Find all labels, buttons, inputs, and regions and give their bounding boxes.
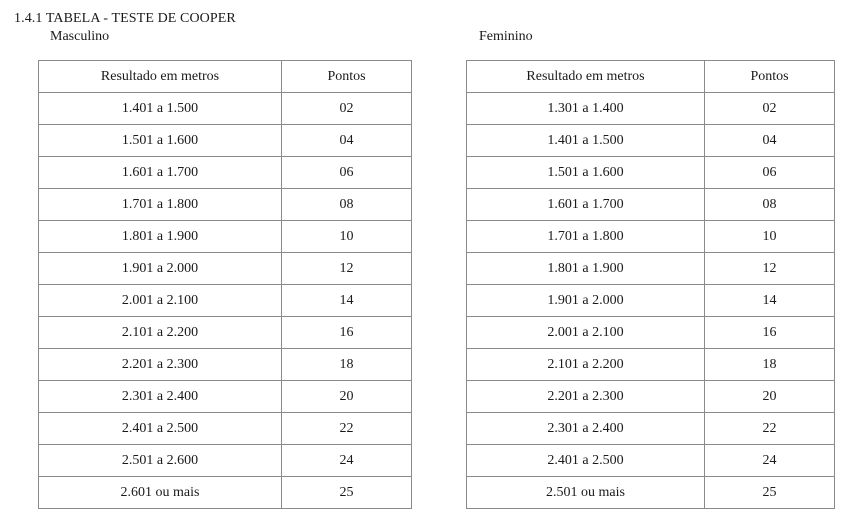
masculino-label: Masculino [50, 29, 110, 44]
cell-pontos: 10 [282, 221, 412, 253]
cell-resultado: 2.301 a 2.400 [39, 381, 282, 413]
cell-resultado: 2.001 a 2.100 [39, 285, 282, 317]
cell-pontos: 24 [282, 445, 412, 477]
cell-resultado: 2.601 ou mais [39, 477, 282, 509]
header-resultado: Resultado em metros [39, 61, 282, 93]
table-row [39, 93, 412, 125]
cell-resultado: 1.801 a 1.900 [39, 221, 282, 253]
header-resultado: Resultado em metros [467, 61, 705, 93]
cell-resultado: 2.501 ou mais [467, 477, 705, 509]
feminino-table [466, 60, 835, 509]
cell-pontos: 22 [282, 413, 412, 445]
header-pontos: Pontos [282, 61, 412, 93]
cell-resultado: 1.601 a 1.700 [467, 189, 705, 221]
cell-resultado: 1.801 a 1.900 [467, 253, 705, 285]
cell-resultado: 2.001 a 2.100 [467, 317, 705, 349]
cell-pontos: 18 [705, 349, 835, 381]
cell-pontos: 02 [705, 93, 835, 125]
table-row [467, 381, 835, 413]
table-row [39, 381, 412, 413]
table-row [467, 445, 835, 477]
header-pontos: Pontos [705, 61, 835, 93]
cell-pontos: 16 [282, 317, 412, 349]
cell-resultado: 1.501 a 1.600 [467, 157, 705, 189]
table-row [39, 445, 412, 477]
cell-resultado: 1.901 a 2.000 [39, 253, 282, 285]
cell-resultado: 2.201 a 2.300 [39, 349, 282, 381]
cell-pontos: 12 [282, 253, 412, 285]
cell-resultado: 2.101 a 2.200 [467, 349, 705, 381]
cell-pontos: 06 [282, 157, 412, 189]
table-row [467, 349, 835, 381]
cell-pontos: 02 [282, 93, 412, 125]
table-row [39, 253, 412, 285]
cell-resultado: 2.501 a 2.600 [39, 445, 282, 477]
cell-pontos: 18 [282, 349, 412, 381]
table-row [467, 253, 835, 285]
cell-pontos: 20 [282, 381, 412, 413]
table-row [39, 349, 412, 381]
table-row [39, 413, 412, 445]
masculino-table [38, 60, 412, 509]
cell-pontos: 16 [705, 317, 835, 349]
masculino-table-body [39, 93, 412, 509]
cell-pontos: 14 [705, 285, 835, 317]
cell-pontos: 22 [705, 413, 835, 445]
cell-pontos: 04 [282, 125, 412, 157]
cell-pontos: 20 [705, 381, 835, 413]
cell-resultado: 2.201 a 2.300 [467, 381, 705, 413]
cell-resultado: 1.701 a 1.800 [39, 189, 282, 221]
table-row [467, 125, 835, 157]
feminino-label: Feminino [479, 29, 533, 44]
cell-pontos: 06 [705, 157, 835, 189]
feminino-table-body [467, 93, 835, 509]
cell-resultado: 1.501 a 1.600 [39, 125, 282, 157]
table-row [39, 157, 412, 189]
cell-resultado: 1.401 a 1.500 [467, 125, 705, 157]
table-row [467, 285, 835, 317]
table-row [467, 413, 835, 445]
section-title: 1.4.1 TABELA - TESTE DE COOPER [14, 11, 236, 26]
cell-resultado: 1.301 a 1.400 [467, 93, 705, 125]
cell-resultado: 1.701 a 1.800 [467, 221, 705, 253]
table-row [467, 221, 835, 253]
cell-pontos: 08 [282, 189, 412, 221]
cell-pontos: 10 [705, 221, 835, 253]
table-row [39, 125, 412, 157]
cell-resultado: 1.401 a 1.500 [39, 93, 282, 125]
table-row [467, 477, 835, 509]
cell-pontos: 04 [705, 125, 835, 157]
table-header-row [39, 61, 412, 93]
table-row [39, 285, 412, 317]
cell-resultado: 1.601 a 1.700 [39, 157, 282, 189]
table-row [467, 157, 835, 189]
cell-pontos: 14 [282, 285, 412, 317]
cell-resultado: 2.101 a 2.200 [39, 317, 282, 349]
table-row [467, 189, 835, 221]
table-row [467, 93, 835, 125]
table-row [39, 221, 412, 253]
table-row [467, 317, 835, 349]
cell-pontos: 25 [282, 477, 412, 509]
cell-resultado: 2.401 a 2.500 [467, 445, 705, 477]
cell-resultado: 1.901 a 2.000 [467, 285, 705, 317]
cell-resultado: 2.401 a 2.500 [39, 413, 282, 445]
table-header-row [467, 61, 835, 93]
table-row [39, 317, 412, 349]
table-row [39, 189, 412, 221]
cell-resultado: 2.301 a 2.400 [467, 413, 705, 445]
cell-pontos: 25 [705, 477, 835, 509]
cell-pontos: 24 [705, 445, 835, 477]
table-row [39, 477, 412, 509]
cell-pontos: 08 [705, 189, 835, 221]
cell-pontos: 12 [705, 253, 835, 285]
